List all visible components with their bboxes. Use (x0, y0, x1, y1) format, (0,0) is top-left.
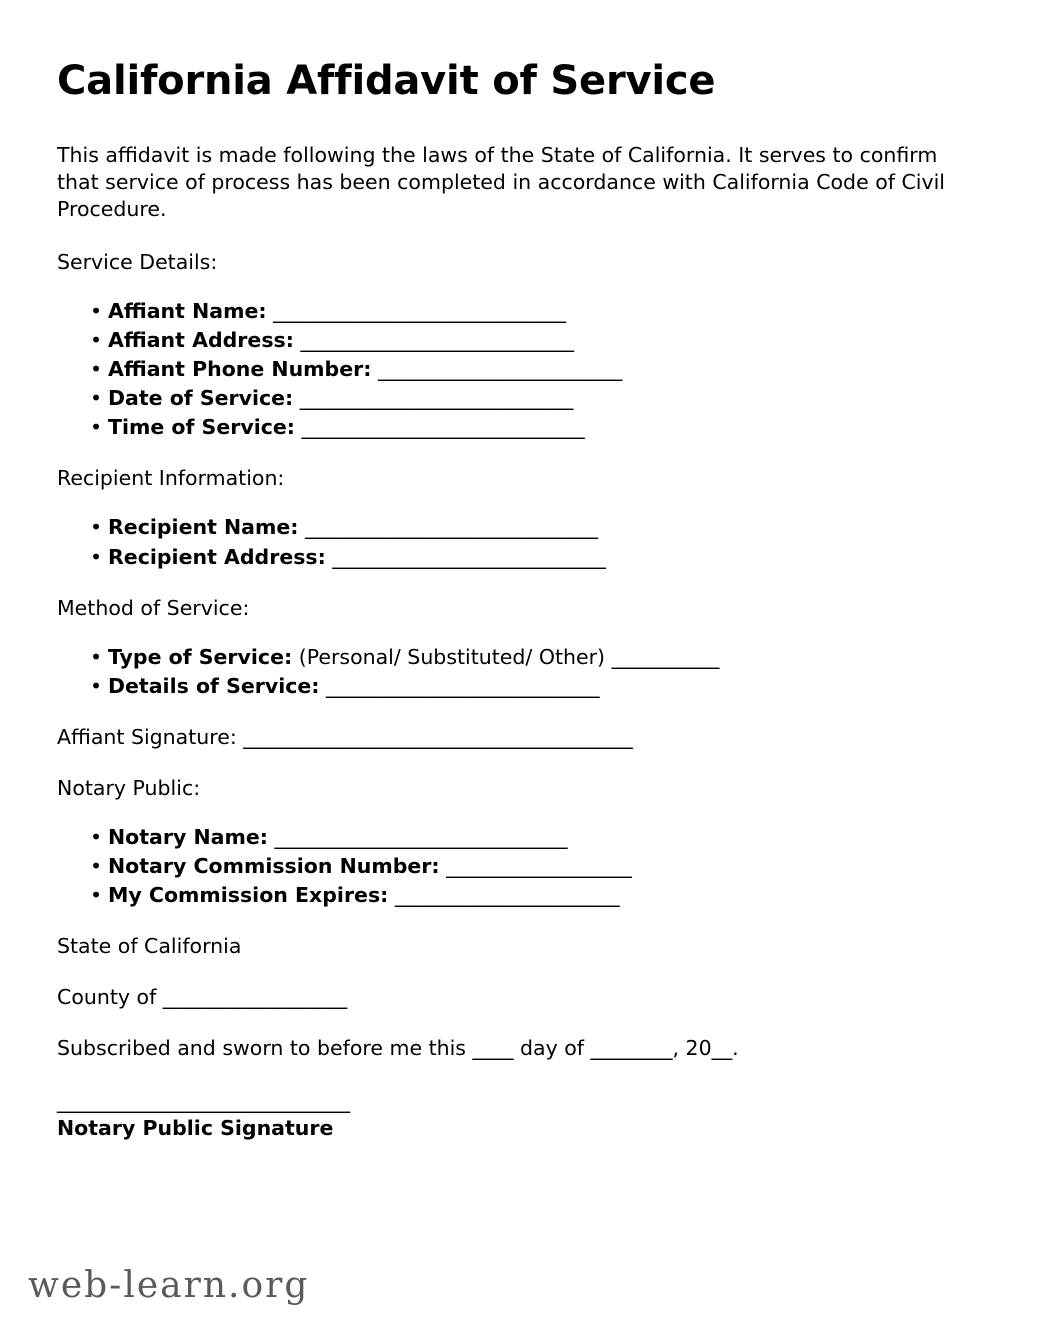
notary-public-list (57, 824, 982, 909)
field-blank[interactable]: ___________________ (446, 853, 632, 878)
site-watermark: web-learn.org (28, 1265, 310, 1306)
section-heading-notary-public: Notary Public: (57, 775, 201, 800)
list-item (57, 882, 982, 909)
service-details-list (57, 298, 982, 441)
field-label: Notary Name: (108, 824, 268, 849)
field-blank[interactable]: ______________________________ (273, 299, 566, 324)
section-heading-service-details: Service Details: (57, 250, 218, 275)
recipient-information-list (57, 514, 982, 570)
field-blank[interactable]: ____________________________ (300, 328, 574, 353)
list-item (57, 298, 982, 325)
list-item (57, 853, 982, 880)
field-label: Date of Service: (108, 386, 294, 411)
field-blank[interactable]: ____________________________ (326, 673, 600, 698)
field-label: Type of Service: (108, 644, 293, 669)
field-label: Notary Commission Number: (108, 853, 440, 878)
notary-signature-caption: Notary Public Signature (57, 1115, 334, 1140)
document-content (57, 58, 982, 1142)
list-item (57, 385, 982, 412)
method-of-service-list (57, 644, 982, 700)
list-item (57, 824, 982, 851)
state-line: State of California (57, 933, 242, 958)
sworn-statement-line[interactable]: Subscribed and sworn to before me this ____ day of ________, 20__. (57, 1036, 739, 1061)
affiant-signature-line[interactable]: Affiant Signature: ______________________________________ (57, 724, 633, 749)
intro-paragraph: This affidavit is made following the laws of the State of California. It serves to confirm that service of process has been completed in accordance with California Code of Civil Procedure. (57, 143, 946, 222)
field-label: Affiant Address: (108, 328, 294, 353)
page-title: California Affidavit of Service (57, 58, 716, 104)
field-blank[interactable]: _____________________________ (301, 415, 585, 440)
list-item (57, 414, 982, 441)
field-label: Affiant Phone Number: (108, 357, 372, 382)
field-label: Affiant Name: (108, 299, 267, 324)
list-item (57, 356, 982, 383)
field-label: Recipient Name: (108, 515, 299, 540)
list-item (57, 673, 982, 700)
list-item (57, 514, 982, 541)
list-item (57, 327, 982, 354)
field-options: (Personal/ Substituted/ Other) (298, 644, 606, 669)
field-blank[interactable]: ____________________________ (299, 386, 573, 411)
field-label: Time of Service: (108, 415, 295, 440)
field-blank[interactable]: ___________ (611, 644, 719, 669)
field-label: My Commission Expires: (108, 882, 389, 907)
section-heading-method-of-service: Method of Service: (57, 595, 250, 620)
notary-signature-block (57, 1090, 982, 1142)
field-blank[interactable]: ____________________________ (332, 544, 606, 569)
field-blank[interactable]: ______________________________ (274, 824, 567, 849)
field-label: Recipient Address: (108, 544, 326, 569)
field-blank[interactable]: _________________________ (377, 357, 622, 382)
notary-signature-rule[interactable]: ______________________________ (57, 1089, 350, 1114)
section-heading-recipient-information: Recipient Information: (57, 466, 285, 491)
field-label: Details of Service: (108, 673, 320, 698)
list-item (57, 644, 982, 671)
list-item (57, 544, 982, 571)
field-blank[interactable]: ______________________________ (305, 515, 598, 540)
county-line[interactable]: County of __________________ (57, 984, 348, 1009)
field-blank[interactable]: _______________________ (394, 882, 620, 907)
